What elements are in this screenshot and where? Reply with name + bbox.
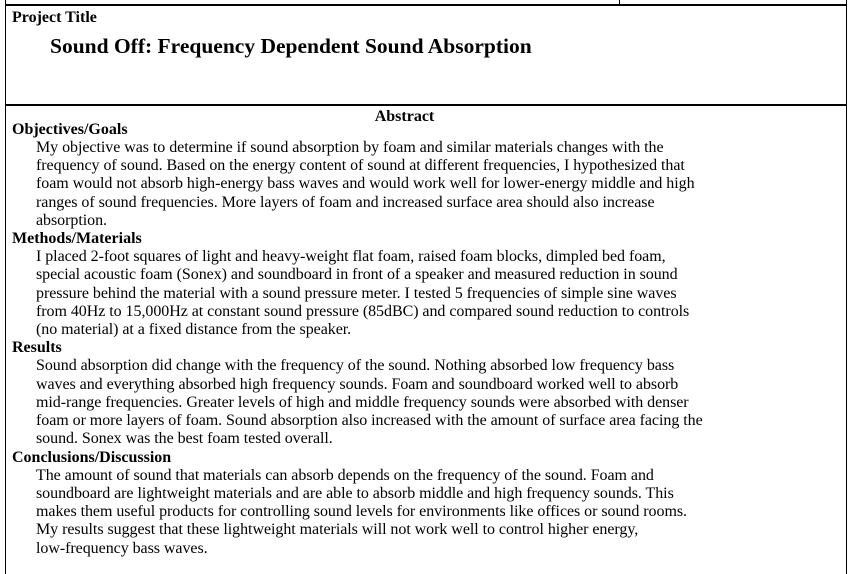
- conclusions-line: My results suggest that these lightweight materials will not work well to control higher energy,: [36, 521, 639, 538]
- abstract-heading: Abstract: [374, 108, 435, 125]
- objectives-line: absorption.: [36, 212, 107, 229]
- section-title-objectives: Objectives/Goals: [12, 121, 128, 138]
- objectives-line: ranges of sound frequencies. More layers of foam and increased surface area should also increase: [36, 194, 655, 211]
- methods-line: I placed 2-foot squares of light and heavy-weight flat foam, raised foam blocks, dimpled bed foam,: [36, 248, 666, 265]
- objectives-line: frequency of sound. Based on the energy content of sound at different frequencies, I hypothesized that: [36, 157, 685, 174]
- section-title-results: Results: [12, 339, 62, 356]
- results-line: Sound absorption did change with the frequency of the sound. Nothing absorbed low frequency bass: [36, 357, 675, 374]
- abstract-box: [5, 104, 847, 574]
- project-title-box: [5, 5, 847, 106]
- conclusions-line: The amount of sound that materials can absorb depends on the frequency of the sound. Foam and: [36, 467, 654, 484]
- results-line: mid-range frequencies. Greater levels of high and middle frequency sounds were absorbed with denser: [36, 394, 689, 411]
- objectives-line: foam would not absorb high-energy bass waves and would work well for lower-energy middle and high: [36, 175, 695, 192]
- conclusions-line: soundboard are lightweight materials and are able to absorb middle and high frequency sounds. This: [36, 485, 674, 502]
- results-line: sound. Sonex was the best foam tested overall.: [36, 430, 333, 447]
- section-title-methods: Methods/Materials: [12, 230, 142, 247]
- conclusions-line: makes them useful products for controlling sound levels for environments like offices or sound rooms.: [36, 503, 687, 520]
- methods-line: special acoustic foam (Sonex) and soundboard in front of a speaker and measured reduction in sound: [36, 266, 678, 283]
- methods-line: pressure behind the material with a sound pressure meter. I tested 5 frequencies of simple sine waves: [36, 285, 677, 302]
- objectives-line: My objective was to determine if sound absorption by foam and similar materials changes with the: [36, 139, 664, 156]
- results-line: waves and everything absorbed high frequency sounds. Foam and soundboard worked well to absorb: [36, 376, 679, 393]
- results-line: foam or more layers of foam. Sound absorption also increased with the amount of surface area facing the: [36, 412, 703, 429]
- methods-line: (no material) at a fixed distance from the speaker.: [36, 321, 352, 338]
- section-title-conclusions: Conclusions/Discussion: [12, 449, 172, 466]
- methods-line: from 40Hz to 15,000Hz at constant sound pressure (85dBC) and compared sound reduction to controls: [36, 303, 690, 320]
- project-title-label: Project Title: [12, 9, 97, 26]
- conclusions-line: low-frequency bass waves.: [36, 540, 208, 557]
- project-title: Sound Off: Frequency Dependent Sound Absorption: [50, 34, 532, 58]
